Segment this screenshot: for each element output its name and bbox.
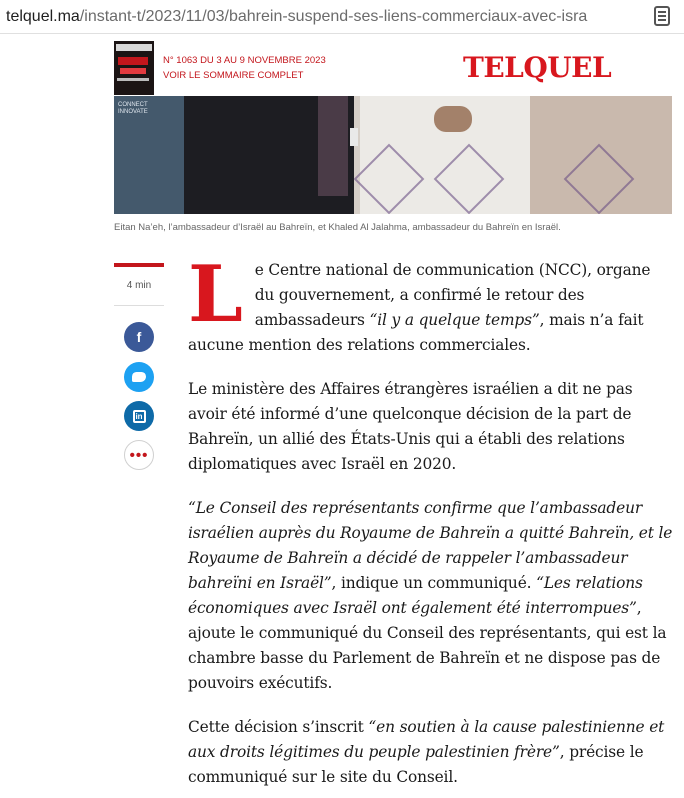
drop-cap: L [188,249,243,340]
rail-accent-bar [114,263,164,267]
quote: “il y a quelque temps” [369,311,540,329]
article-body [188,249,674,798]
hero-photo: CONNECT INNOVATE [114,96,672,214]
paragraph-text: Cette décision s’inscrit [188,718,369,736]
rail-divider [114,305,164,306]
more-icon: ••• [129,446,149,464]
more-share-button[interactable] [124,440,154,470]
summary-link[interactable]: VOIR LE SOMMAIRE COMPLET [163,70,304,81]
quote: “en soutien à la cause palestinienne et aux droits légitimes du peuple palestinien frère” [188,718,665,761]
twitter-share-button[interactable] [124,362,154,392]
paragraph-text: e Centre national de communication (NCC), organe du gouvernement, a confirmé le retour des ambassadeurs [254,261,651,329]
twitter-icon [132,372,146,382]
paragraph-4 [188,715,674,790]
address-bar[interactable] [0,0,684,34]
photo-caption: Eitan Na’eh, l’ambassadeur d’Israël au Bahreïn, et Khaled Al Jalahma, ambassadeur du Bahreïn en Israël. [114,222,561,233]
paragraph-2: Le ministère des Affaires étrangères israélien a dit ne pas avoir été informé d’une quelconque décision de la part de Bahreïn, un allié des États-Unis qui a établi des relations diplomatiques avec Israël en 2020. [188,380,633,473]
quote: “Le Conseil des représentants confirme que l’ambassadeur israélien auprès du Royaume de Bahreïn a quitté Bahreïn, et le Royaume de Bahreïn a décidé de rappeler l’ambassadeur bahreïni en Israël” [188,499,673,592]
url-path: /instant-t/2023/11/03/bahrein-suspend-ses-liens-commerciaux-avec-isra [79,8,588,25]
paragraph-text: , indique un communiqué. [331,574,537,592]
reader-view-icon[interactable] [654,6,670,26]
telquel-logo[interactable]: TELQUEL [463,51,612,84]
paragraph-3 [188,496,674,696]
url-host: telquel.ma [6,8,80,25]
paragraph-text: , précise le communiqué sur le site du Conseil. [188,743,644,786]
quote: “Les relations économiques avec Israël ont également été interrompues” [188,574,643,617]
read-time: 4 min [126,280,152,291]
linkedin-icon: in [133,410,146,423]
url-field[interactable] [6,7,644,27]
paragraph-1 [188,249,674,358]
issue-info: N° 1063 DU 3 AU 9 NOVEMBRE 2023 [163,55,326,66]
facebook-share-button[interactable] [124,322,154,352]
facebook-icon: f [136,329,142,345]
paragraph-text: , mais n’a fait aucune mention des relations commerciales. [188,311,644,354]
magazine-cover-thumbnail[interactable] [114,41,154,95]
linkedin-share-button[interactable] [124,401,154,431]
paragraph-text: , ajoute le communiqué du Conseil des représentants, qui est la chambre basse du Parlement de Bahreïn et ne dispose pas de pouvoirs exécutifs. [188,599,667,692]
